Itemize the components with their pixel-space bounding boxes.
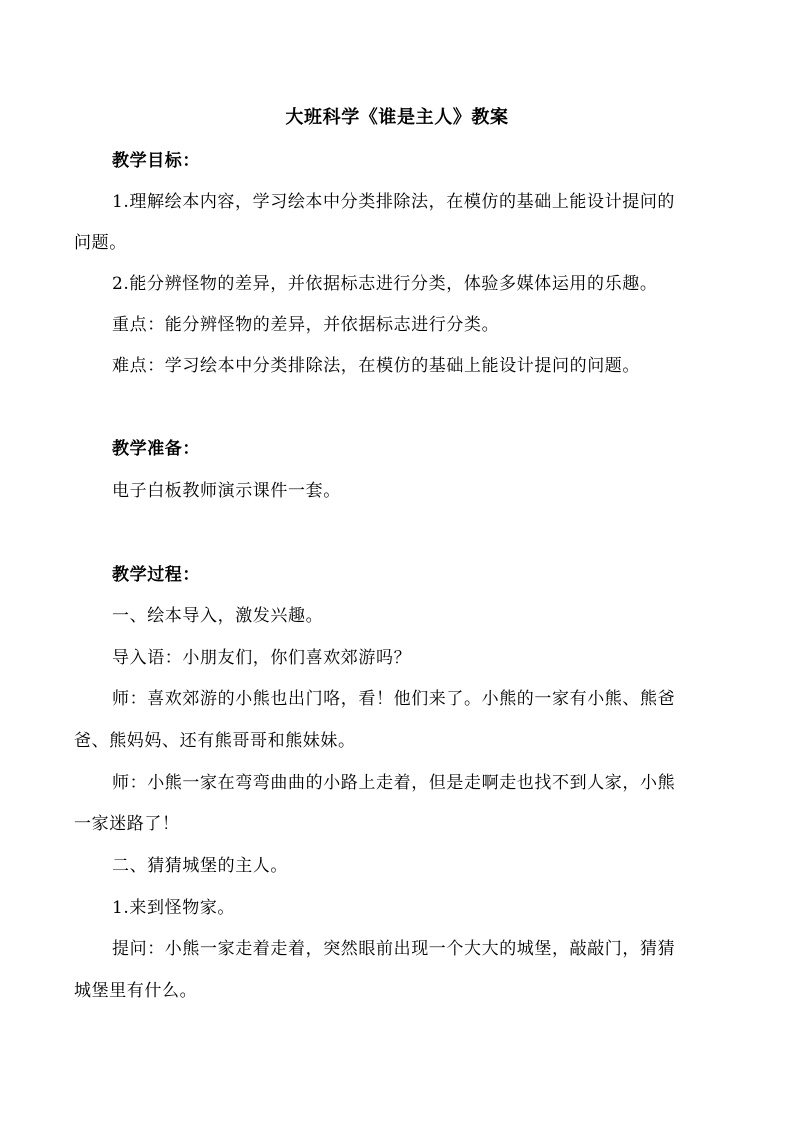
step-1-title: 一、绘本导入，激发兴趣。 <box>112 606 324 626</box>
preparation-heading: 教学准备： <box>112 439 200 459</box>
step-2-title: 二、猜猜城堡的主人。 <box>112 856 288 876</box>
document-title: 大班科学《谁是主人》教案 <box>285 107 509 128</box>
key-point: 重点：能分辨怪物的差异，并依据标志进行分类。 <box>112 315 500 335</box>
step-2-sub-1: 1.来到怪物家。 <box>112 898 236 918</box>
objectives-heading: 教学目标： <box>112 151 200 171</box>
step-1-teacher-b-line-1: 师：小熊一家在弯弯曲曲的小路上走着，但是走啊走也找不到人家，小熊 <box>112 773 676 793</box>
process-heading: 教学过程： <box>112 565 200 585</box>
step-1-teacher-a-line-2: 爸、熊妈妈、还有熊哥哥和熊妹妹。 <box>74 731 356 751</box>
step-2-question-line-2: 城堡里有什么。 <box>74 981 198 1001</box>
objective-1-line-2: 问题。 <box>74 233 127 253</box>
step-1-teacher-a-line-1: 师：喜欢郊游的小熊也出门咯，看！他们来了。小熊的一家有小熊、熊爸 <box>112 689 676 709</box>
step-1-teacher-b-line-2: 一家迷路了！ <box>74 814 180 834</box>
step-2-question-line-1: 提问：小熊一家走着走着，突然眼前出现一个大大的城堡，敲敲门，猜猜 <box>112 939 676 959</box>
difficulty: 难点：学习绘本中分类排除法，在模仿的基础上能设计提问的问题。 <box>112 356 640 376</box>
objective-2: 2.能分辨怪物的差异，并依据标志进行分类，体验多媒体运用的乐趣。 <box>112 274 658 294</box>
step-1-intro: 导入语：小朋友们，你们喜欢郊游吗？ <box>112 648 412 668</box>
preparation-text: 电子白板教师演示课件一套。 <box>112 481 341 501</box>
objective-1-line-1: 1.理解绘本内容，学习绘本中分类排除法，在模仿的基础上能设计提问的 <box>112 192 676 212</box>
